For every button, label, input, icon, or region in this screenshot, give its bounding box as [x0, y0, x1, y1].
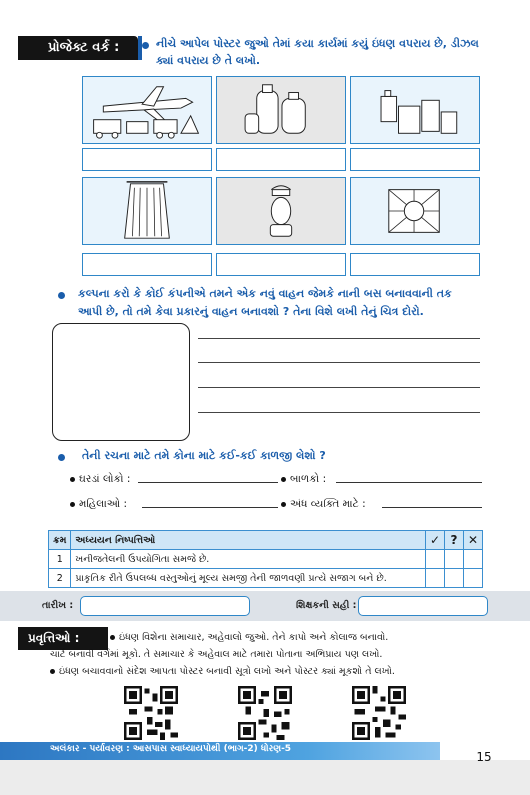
tick-cell[interactable]	[426, 569, 445, 588]
project-work-tag: પ્રોજેક્ટ વર્ક :	[18, 36, 138, 60]
dot-icon	[70, 502, 75, 507]
care-item-label: બાળકો :	[290, 473, 327, 485]
care-item-elderly	[70, 473, 130, 486]
check-icon: ✓	[426, 531, 445, 550]
bullet-icon	[142, 42, 149, 49]
fill-line[interactable]	[138, 482, 278, 483]
teacher-signature-label: શિક્ષકની સહી :	[296, 600, 357, 611]
care-item-children	[281, 473, 326, 486]
answer-box-5[interactable]	[216, 253, 346, 276]
answer-box-4[interactable]	[82, 253, 212, 276]
clothes-image	[82, 177, 212, 245]
writing-line[interactable]	[198, 362, 480, 363]
dot-icon	[281, 477, 286, 482]
header-serial: ક્રમ	[49, 531, 71, 550]
care-question: તેની રચના માટે તમે કોના માટે કઈ-કઈ કાળજી લેશો ?	[82, 449, 326, 462]
header-outcomes: અધ્યયન નિષ્પત્તિઓ	[71, 531, 426, 550]
care-item-women	[70, 498, 127, 511]
book-title: અલંકાર - પર્યાવરણ : આસપાસ સ્વાધ્યાયપોથી (ભાગ-2) ધોરણ-5	[50, 744, 292, 754]
vehicle-question-line1: કલ્પના કરો કે કોઈ કંપનીએ તમને એક નવું વાહન જેમકે નાની બસ બનાવવાની તક	[78, 287, 452, 300]
care-item-label: અંધ વ્યક્તિ માટે :	[290, 498, 366, 510]
care-item-label: ઘરડાં લોકો :	[79, 473, 131, 485]
cross-icon: ✕	[464, 531, 483, 550]
row-text: ખનીજતેલની ઉપયોગિતા સમજે છે.	[71, 550, 426, 569]
date-field[interactable]	[80, 596, 250, 616]
learning-outcomes-table	[48, 530, 483, 588]
activity-line-3	[50, 663, 520, 680]
qr-code-icon[interactable]	[352, 686, 406, 740]
dot-icon	[70, 477, 75, 482]
writing-line[interactable]	[198, 412, 480, 413]
vehicle-question-line2: આપી છે, તો તમે કેવા પ્રકારનું વાહન બનાવશો ? તેના વિશે લખી તેનું ચિત્ર દોરો.	[78, 305, 424, 318]
teacher-signature-field[interactable]	[358, 596, 488, 616]
cross-cell[interactable]	[464, 550, 483, 569]
lantern-image	[216, 177, 346, 245]
fill-line[interactable]	[336, 482, 482, 483]
doubt-cell[interactable]	[445, 550, 464, 569]
fill-line[interactable]	[142, 507, 278, 508]
question-icon: ?	[445, 531, 464, 550]
footer-background	[0, 760, 530, 795]
activity-line-2: ચાર્ટ બનાવી વર્ગમાં મૂકો. તે સમાચાર કે અહેવાલ માટે તમારા પોતાના અભિપ્રાય પણ લખો.	[50, 649, 383, 660]
project-instruction-line2: ક્યાં વપરાય છે તે લખો.	[156, 54, 261, 67]
qr-code-icon[interactable]	[238, 686, 292, 740]
activity-line-1	[110, 629, 520, 646]
project-instruction	[156, 35, 491, 69]
dot-icon	[50, 669, 55, 674]
care-item-label: મહિલાઓ :	[79, 498, 127, 510]
qr-code-icon[interactable]	[124, 686, 178, 740]
project-instruction-line1: નીચે આપેલ પોસ્ટર જુઓ તેમાં કયા કાર્યમાં કયું ઇંધણ વપરાય છે, ડીઝલ	[156, 37, 479, 50]
dot-icon	[281, 502, 286, 507]
bullet-icon	[58, 292, 65, 299]
answer-box-2[interactable]	[216, 148, 346, 171]
activities-tag: પ્રવૃત્તિઓ :	[18, 627, 108, 650]
date-label: તારીખ :	[42, 600, 74, 611]
care-item-blind	[281, 498, 366, 511]
writing-line[interactable]	[198, 387, 480, 388]
answer-box-1[interactable]	[82, 148, 212, 171]
table-row	[49, 569, 483, 588]
table-row	[49, 550, 483, 569]
fuel-cans-image	[350, 76, 480, 144]
vehicle-question	[78, 285, 498, 321]
generator-image	[350, 177, 480, 245]
activity-text: ઇંધણ બચાવવાનો સંદેશ આપતા પોસ્ટર બનાવી સૂત્રો લખો અને પોસ્ટર ક્યાં મૂકશો તે લખો.	[59, 666, 395, 677]
row-number: 2	[49, 569, 71, 588]
answer-box-6[interactable]	[350, 253, 480, 276]
page-number: 15	[476, 750, 492, 764]
row-text: પ્રાકૃતિક રીતે ઉપલબ્ધ વસ્તુઓનું મૂલ્ય સમજી તેની જાળવણી પ્રત્યે સજાગ બને છે.	[71, 569, 426, 588]
dot-icon	[110, 635, 115, 640]
tick-cell[interactable]	[426, 550, 445, 569]
bullet-icon	[58, 454, 65, 461]
airplane-vehicles-image	[82, 76, 212, 144]
doubt-cell[interactable]	[445, 569, 464, 588]
activity-text: ઇંધણ વિશેના સમાચાર, અહેવાલો જુઓ. તેને કાપો અને કોલાજ બનાવો.	[119, 632, 389, 643]
cross-cell[interactable]	[464, 569, 483, 588]
writing-line[interactable]	[198, 338, 480, 339]
fill-line[interactable]	[382, 507, 482, 508]
gas-cylinders-image	[216, 76, 346, 144]
answer-box-3[interactable]	[350, 148, 480, 171]
drawing-box[interactable]	[52, 323, 190, 441]
row-number: 1	[49, 550, 71, 569]
table-header-row	[49, 531, 483, 550]
